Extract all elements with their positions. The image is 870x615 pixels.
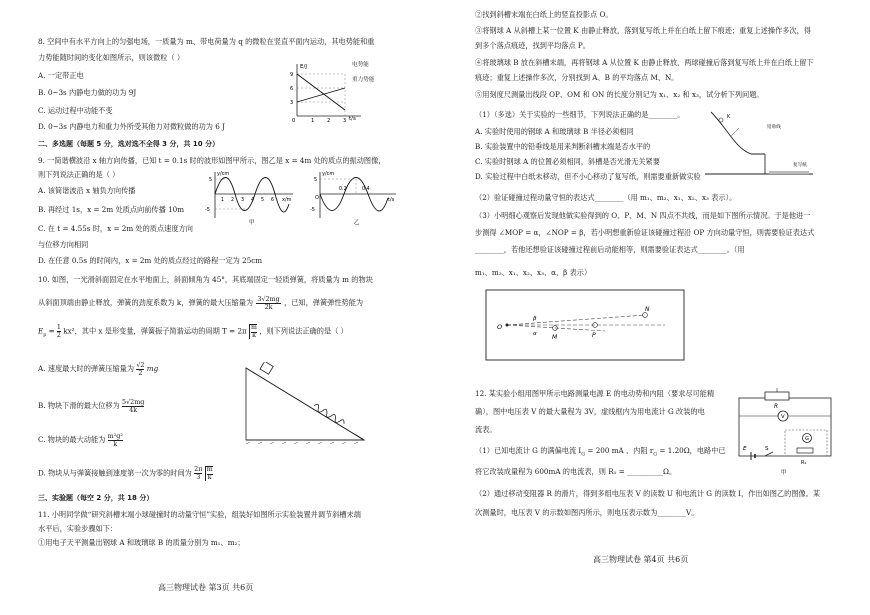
q10-option-b [38,399,144,413]
q8-stem-line1: 8. 空间中有水平方向上的匀强电场，一质量为 m、带电荷量为 q 的微粒在竖直平面内运动，其电势能和重 [38,37,375,46]
option-c-fraction [108,433,123,447]
q8-option-c: C. 运动过程中动能不变 [38,106,113,115]
q9b-ylabel: y/cm [322,171,335,177]
q10-stem-line1: 10. 如图，一光滑斜面固定在水平地面上，斜面倾角为 45°，其底端固定一轻质弹簧，将质量为 m 的物块 [38,275,373,284]
q9b-amp: 5 [314,177,318,183]
q9a-tick-6: 6 [271,198,275,203]
option-a-fraction [136,362,144,376]
sqrt-m-over-k [205,466,213,481]
fraction-denominator: k [252,331,256,339]
q11-part1: （1）（多选）关于实验的一些细节，下列说法正确的是________。 [475,110,685,119]
switch-s [765,452,773,456]
q8-line2-label: 重力势能 [352,77,375,83]
q10-option-c [38,433,123,447]
q9-wave-graph-a [205,168,297,226]
sqrt-m-over-k [249,324,257,339]
q11-step2: ②找到斜槽末端在白纸上的竖直投影点 O。 [475,10,613,19]
q8-xtick-2: 2 [327,118,331,122]
q12-part1-text-b: = 200 mA 、内阻 r [585,446,654,455]
q10-eq: = [46,326,57,336]
circuit-r1-label: R₁ [801,460,807,466]
q10-max-compression-fraction [256,296,280,310]
wave-curve-a [215,178,289,213]
q11-part1-option-c: C. 实验时钢球 A 的位置必须相同，斜槽是否光滑无关紧要 [475,157,660,166]
q10-stem-line2 [38,296,363,310]
option-a-unit: mg [146,364,159,374]
q11-part3-line3: ________，若他还想验证该碰撞过程前后动能相等，则需要验证表达式________。（用 [475,245,745,254]
q8-xtick-1: 1 [311,118,315,122]
q8-ytick-3: 3 [290,100,294,106]
q12-part1-text-a: （1）已知电流计 G 的满偏电流 I [475,446,582,455]
block [260,362,273,374]
q12-part2-line2: 次测量时，电压表 V 的示数如图丙所示，则电压表示数为________V。 [475,508,699,517]
point-p: P [592,332,596,339]
q9-option-c-line2: 与位移方向相同 [38,240,89,249]
q9a-tick-1: 1 [221,198,225,203]
q10-option-a [38,362,158,376]
option-b-text: B. 物块下滑的最大位移为 [38,401,120,411]
q12-part1-line2: 将它改装成量程为 600mA 的电流表，则 R₁ = __________Ω。 [475,467,677,476]
q8-ytick-9: 9 [290,72,294,78]
q12-part2-line1: （2）通过移动变阻器 R 的滑片，得到多组电压表 V 的读数 U 和电流计 G 的读数 I，作出如图乙的图像。某 [475,489,821,498]
circuit-g-label: G [805,436,809,442]
electric-potential-energy-line [297,74,345,110]
fraction-numerator: m [251,324,257,331]
q11-step1: ①用电子天平测量出钢球 A 和玻璃球 B 的质量分别为 m₁、m₂； [38,538,245,547]
q12-stem-line1: 12. 某实验小组用图甲所示电路测量电源 E 的电动势和内阻（要求尽可能精 [475,389,715,398]
q12-part1-text-c: = 1.20Ω，电路中已 [657,446,726,455]
left-page-footer: 高三物理试卷 第3页 共6页 [158,583,254,592]
q9a-caption: 甲 [249,220,255,226]
point-o: O [497,323,503,331]
q12-stem-line2: 确），图中电压表 V 的最大量程为 3V，虚线框内为用电流计 G 改装的电 [475,407,705,416]
q9-option-c-line1: C. 在 t = 4.55s 时，x = 2m 处的质点速度方向 [38,224,193,233]
option-d-text: D. 物块从与弹簧接触到速度第一次为零的时间为 [38,468,192,478]
q8-ylabel: E/J [300,64,307,70]
q9a-tick-5: 5 [261,198,265,203]
circuit-v-label: V [781,414,785,420]
q12-stem-line3: 流表。 [475,425,497,434]
q10-line2-text-b: ，已知，弹簧弹性势能为 [284,298,364,308]
q8-option-b: B. 0~3s 内静电力做的功为 9J [38,88,137,97]
q8-option-d: D. 0~3s 内静电力和重力外所受其他力对微粒做的功为 6 J [38,122,225,131]
q10-option-d [38,466,213,481]
point-n: N [645,306,650,313]
gravity-potential-energy-line [297,88,345,102]
fraction-denominator: 4k [129,405,138,414]
q11-part1-option-b: B. 实验装置中的铅垂线是用来判断斜槽末端是否水平的 [475,142,651,151]
q8-xlabel: t/s [349,116,356,122]
fraction-denominator: 3 [196,473,201,481]
fraction-numerator: m [206,466,213,473]
q11-part3-line4: m₁、m₂、x₁、x₂、x₃、α、β 表示） [475,268,592,277]
option-d-fraction [194,466,202,480]
q9b-neg: -5 [310,207,315,213]
angle-beta: β [533,316,537,322]
fraction-numerator: 1 [56,323,61,332]
plumb-label: 铅垂线 [767,125,781,130]
ig-subscript: G [581,452,586,458]
q8-line1-label: 电势能 [352,62,369,68]
q11-part2: （2）验证碰撞过程动量守恒的表达式________（用 m₁、m₂、x₁、x₂、x₃ 表示）。 [475,193,737,202]
q10-stem-line3: $E_p$ = $\frac{1}{2}$ kx²，其中 x 是形变量，弹簧振子简谐运动的周期 T = 2π $\frac{m}{k}$ ，则下列说法正确的是（ ） [38,323,348,339]
option-c-text: C. 物块的最大动能为 [38,435,106,445]
q9a-xlabel: x/m [282,197,292,203]
q8-energy-graph [285,60,365,122]
q8-ytick-6: 6 [290,86,294,92]
fraction-denominator: 2k [264,302,273,311]
q9-stem-line1: 9. 一简谐横波沿 x 轴方向传播，已知 t = 0.1s 时的波形如图甲所示，图乙是 x = 4m 处的质点的振动图像， [38,156,386,165]
q11-part3-line1: （3）小明细心观察后发现他做实验得到的 O、P、M、N 四点不共线，而是如下图所示情况。于是他进一 [475,211,811,220]
q9b-origin: O [315,195,319,201]
section-2-heading: 二、多选题（每题 5 分，选对选不全得 3 分，共 10 分） [38,140,220,148]
point-m: M [552,334,558,341]
circuit-r-label: R [774,404,779,410]
fraction-denominator: 2 [138,368,143,377]
carbon-paper-label: 复写纸 [793,163,807,168]
fraction-numerator: m²g² [107,432,123,440]
q11-part1-option-d: D. 实验过程中白纸未移动，但不小心移动了复写纸，则需要重新做实验 [475,172,701,181]
q12-circuit-diagram [733,386,838,478]
circuit-e-label: E [743,446,747,452]
q10-ep: E [38,326,44,336]
fraction-numerator: 3√2mg [257,295,280,303]
q8-stem-line2: 力势能随时间的变化如图所示，则该微粒（ ） [38,53,185,62]
fraction-denominator: 2 [56,331,61,339]
resistor-r1 [797,448,813,453]
option-a-text: A. 速度最大时的弹簧压缩量为 [38,364,135,374]
q9b-caption: 乙 [354,220,360,226]
q11-step4-line1: ④将玻璃球 B 放在斜槽末端，再将钢球 A 从位置 K 由静止释放，两球碰撞后落到复写纸上并在白纸上留下 [475,58,814,67]
q11-step4-line2: 痕迹；重复上述操作多次，分别找到 A、B 的平均落点 M、N。 [475,73,679,82]
q10-incline-figure [240,362,368,444]
q9b-tick-04: 0.4 [362,187,370,192]
q9a-tick-2: 2 [231,198,235,203]
q9-stem-line2: 则下列说法正确的是（ ） [38,170,120,179]
q10-line3-text: kx²，其中 x 是形变量，弹簧振子简谐运动的周期 T = 2π [63,326,247,336]
right-page [435,0,870,615]
k-label: K [727,114,731,120]
rg-subscript: G [653,452,658,458]
q9-option-a: A. 该简谐波沿 x 轴负方向传播 [38,186,136,195]
q11-step3-line1: ③将钢球 A 从斜槽上某一位置 K 由静止释放，落到复写纸上并在白纸上留下痕迹；重复上述操作多次，得 [475,26,811,35]
half-fraction [57,324,61,338]
q11-apparatus-figure [705,108,817,180]
q8-xtick-0: 0 [292,118,296,122]
q9a-tick-3: 3 [241,198,245,203]
q10-line2-text: 从斜面顶端由静止释放，弹簧的劲度系数为 k，弹簧的最大压缩量为 [38,298,254,308]
q9-option-d: D. 在任意 0.5s 的时间内，x = 2m 处的质点经过的路程一定为 25cm [38,256,263,265]
q11-part1-option-a: A. 实验时使用的钢球 A 和玻璃球 B 半径必须相同 [475,127,634,136]
q9b-xlabel: t/s [388,197,395,203]
fraction-numerator: 5√2mg [122,398,145,406]
q10-line3-text-d: ，则下列说法正确的是（ ） [259,326,348,336]
q11-landing-points-figure [485,289,685,361]
q9a-ylabel: y/cm [217,171,230,177]
q9b-tick-02: 0.2 [339,187,347,192]
fraction-denominator: k [207,473,212,481]
q9a-neg: -5 [205,207,210,213]
angle-alpha: α [533,331,537,337]
fraction-numerator: √2 [136,361,145,369]
q11-stem-line2: 水平后，实验步骤如下： [38,524,118,533]
q9-vibration-graph-b [310,168,400,226]
rheostat-r [765,392,789,400]
circuit-s-label: S [765,446,769,452]
q11-stem-line1: 11. 小明同学做“研究斜槽末端小球碰撞时的动量守恒”实验，组装好如图所示实验装置并调节斜槽末端 [38,510,361,519]
section-3-heading: 三、实验题（每空 2 分，共 18 分） [38,494,154,502]
right-page-footer: 高三物理试卷 第4页 共6页 [593,555,689,564]
q8-xtick-3: 3 [343,118,347,122]
fraction-numerator: 2π [194,465,203,474]
spring-icon [313,403,346,426]
q9a-amp: 5 [209,177,213,183]
q9-option-b: B. 再经过 1s，x = 2m 处质点向前传播 10m [38,205,185,214]
q11-part3-line2: 步测得 ∠MOP = α，∠NOP = β，若小明想重新验证该碰撞过程沿 OP 方向动量守恒，则需要验证表达式 [475,228,815,237]
circuit-caption: 甲 [781,470,787,476]
q11-step5: ⑤用刻度尺测量出线段 OP、OM 和 ON 的长度分别记为 x₁、x₂ 和 x₃，试分析下列问题。 [475,90,764,99]
q11-step3-line2: 到多个落点痕迹，找到平均落点 P。 [475,41,590,50]
q9a-tick-4: 4 [251,198,255,203]
q8-option-a: A. 一定带正电 [38,71,84,80]
q12-part1-line1 [475,446,726,458]
option-b-fraction [122,399,144,413]
fraction-denominator: k [113,439,118,448]
